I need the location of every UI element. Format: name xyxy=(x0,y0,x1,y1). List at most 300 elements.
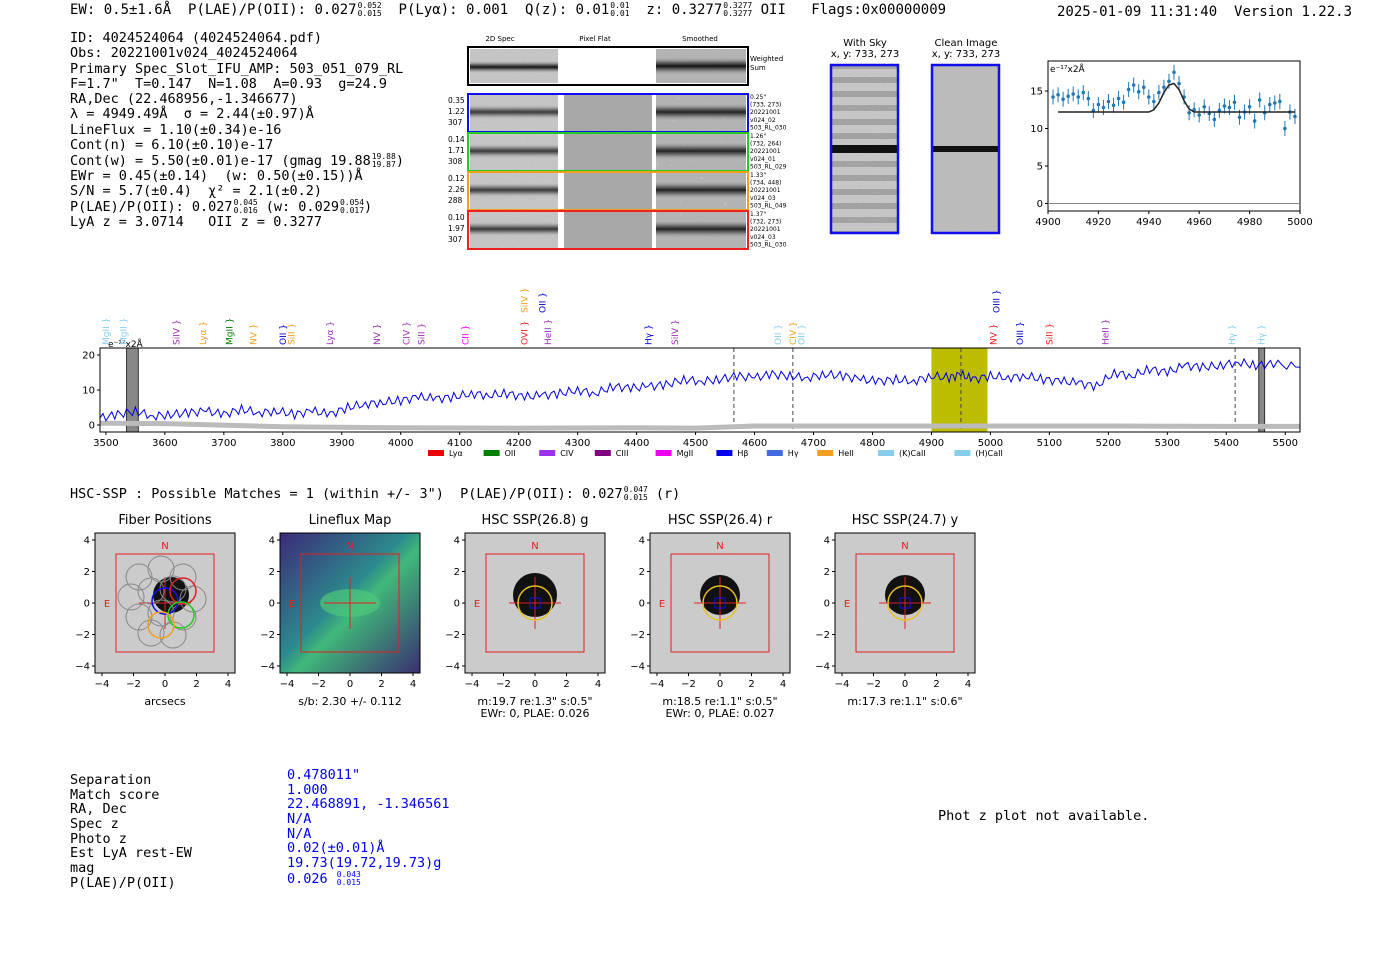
panel-ytick-label: 4 xyxy=(453,535,460,547)
north-label: N xyxy=(531,541,539,552)
hsc-plae-hi: 0.047 xyxy=(623,485,648,494)
east-label: E xyxy=(843,599,851,610)
cutout-pixelflat-noise xyxy=(564,212,652,248)
panel-xtick-label: −4 xyxy=(279,679,295,690)
full-xtick-label: 5500 xyxy=(1272,438,1298,449)
legend-label: CIII xyxy=(615,449,629,458)
line-marker-label: MgII } xyxy=(225,317,236,345)
full-xtick-label: 5200 xyxy=(1095,438,1122,449)
zoom-data-point xyxy=(1248,105,1252,109)
cutout-rows xyxy=(448,94,787,249)
panel-xtick-label: 0 xyxy=(161,679,169,690)
with-sky-title xyxy=(828,38,902,60)
line-marker-label: NV } xyxy=(249,323,260,345)
line-marker-label: HeII } xyxy=(1101,318,1112,345)
line-marker-label: OII } xyxy=(797,324,808,345)
contw-hi: 19.88 xyxy=(371,152,396,162)
line-marker-label: OIII } xyxy=(992,289,1003,313)
cutout-row xyxy=(448,211,787,249)
clean-label: Clean Image xyxy=(934,38,998,49)
zoom-xtick-label: 4960 xyxy=(1186,217,1212,228)
panel-ytick-label: 2 xyxy=(638,567,645,578)
cutout-2dspec-band xyxy=(470,182,558,198)
zoom-spectrum-chart xyxy=(1030,55,1340,235)
match-label: P(LAE)/P(OII) xyxy=(70,874,176,891)
line-marker-label: OIII } xyxy=(1015,321,1026,345)
cutout-row-right-label: (733, 273) xyxy=(750,101,782,109)
qz-hi: 0.01 xyxy=(610,1,630,10)
zoom-data-point xyxy=(1117,97,1121,101)
full-xtick-label: 3700 xyxy=(211,438,237,449)
weighted-sum-row xyxy=(468,47,783,85)
east-label: E xyxy=(473,599,481,610)
line-marker-label: OII } xyxy=(774,324,785,345)
full-xtick-label: 4600 xyxy=(741,438,768,449)
full-xtick-label: 5400 xyxy=(1213,438,1240,449)
zoom-xtick-label: 5000 xyxy=(1287,217,1313,228)
zoom-data-point xyxy=(1076,95,1080,99)
cutout-row-left-label: 0.35 xyxy=(448,96,465,105)
panel-ytick-label: −2 xyxy=(445,630,460,641)
panel-xtick-label: 2 xyxy=(563,679,570,690)
legend-swatch xyxy=(817,450,833,456)
panel-xtick-label: 4 xyxy=(409,679,417,690)
clean-image-title xyxy=(922,38,1010,60)
hsc-panel-image xyxy=(810,530,980,700)
full-xtick-label: 4400 xyxy=(623,438,650,449)
line-marker-label: OII } xyxy=(538,292,549,313)
zoom-data-point xyxy=(1097,103,1101,107)
cutout-row-right-label: 503_RL_049 xyxy=(750,202,787,210)
panel-xtick-label: −4 xyxy=(94,679,110,690)
match-label: Est LyA rest-EW xyxy=(70,845,192,862)
match-label: Spec z xyxy=(70,816,119,833)
cutout-smoothed-band xyxy=(656,180,746,200)
panel-xtick-label: 2 xyxy=(193,679,200,690)
zoom-ytick-label: 0 xyxy=(1036,199,1043,210)
sum-label: Sum xyxy=(750,64,766,72)
match-plae-hi: 0.043 xyxy=(336,869,361,879)
hsc-panel-image xyxy=(70,530,240,700)
panel-ytick-label: −2 xyxy=(260,630,275,641)
panel-ytick-label: −2 xyxy=(815,630,830,641)
cutout-row-right-label: 1.37" xyxy=(750,211,767,218)
info-id: ID: 4024524064 (4024524064.pdf) xyxy=(70,30,322,46)
east-label: E xyxy=(103,599,111,610)
hsc-panel-image xyxy=(440,530,610,700)
zoom-data-point xyxy=(1107,100,1111,104)
summary-header xyxy=(70,2,946,18)
hsc-panel-image xyxy=(625,530,795,700)
panel-ytick-label: −4 xyxy=(75,661,90,673)
cutout-row-right-label: 0.25" xyxy=(750,94,767,101)
info-fparams: F=1.7" T=0.147 N=1.08 A=0.93 g=24.9 xyxy=(70,75,387,92)
plae-value: P(LAE)/P(OII): 0.027 xyxy=(188,2,357,18)
version: Version 1.22.3 xyxy=(1234,4,1353,20)
hsc-panel-caption xyxy=(80,696,250,708)
zoom-data-point xyxy=(1213,118,1217,122)
zoom-data-point xyxy=(1056,93,1060,97)
legend-swatch xyxy=(539,450,555,456)
with-sky-image xyxy=(831,65,898,233)
panel-ytick-label: −2 xyxy=(630,630,645,641)
cutout-row-left-label: 0.12 xyxy=(448,174,465,183)
zoom-data-point xyxy=(1081,91,1085,95)
panel-ytick-label: 2 xyxy=(823,567,830,578)
line-marker-label: SiIV } xyxy=(172,319,183,345)
line-marker-label: MgII } xyxy=(119,317,130,345)
north-label: N xyxy=(716,541,724,552)
zoom-data-point xyxy=(1142,85,1146,89)
datetime: 2025-01-09 11:31:40 xyxy=(1057,4,1218,20)
panel-ytick-label: 0 xyxy=(638,598,645,610)
match-label: mag xyxy=(70,860,95,877)
zoom-data-point xyxy=(1127,88,1131,92)
match-value: 0.478011" xyxy=(287,767,361,783)
panel-xtick-label: 0 xyxy=(716,679,724,690)
cutout-row-left-label: 1.97 xyxy=(448,224,465,233)
panel-ytick-label: 2 xyxy=(268,567,275,578)
info-contw: Cont(w) = 5.50(±0.01)e-17 (gmag 19.88 xyxy=(70,153,371,170)
full-xtick-label: 3900 xyxy=(329,438,355,449)
info-radec: RA,Dec (22.468956,-1.346677) xyxy=(70,91,298,108)
legend-swatch xyxy=(954,450,970,456)
panel-xtick-label: 2 xyxy=(748,679,755,690)
north-label: N xyxy=(346,541,354,552)
hsc-panel-title: HSC SSP(26.4) r xyxy=(667,513,773,528)
panel-xtick-label: −4 xyxy=(834,679,850,690)
full-xtick-label: 5100 xyxy=(1036,438,1063,449)
cutout-row-left-label: 307 xyxy=(448,118,463,127)
panel-ytick-label: 4 xyxy=(638,535,645,547)
match-label: Match score xyxy=(70,786,160,803)
panel-ytick-label: −4 xyxy=(630,661,645,673)
full-xtick-label: 3500 xyxy=(93,438,119,449)
line-marker-label: OVI } xyxy=(520,320,531,345)
zoom-data-point xyxy=(1202,105,1206,109)
full-unit-label: e⁻¹⁷x2Å xyxy=(108,340,143,350)
match-value: 0.026 0.043 0.015 xyxy=(287,869,361,887)
full-xtick-label: 5000 xyxy=(977,438,1004,449)
hsc-panel-caption xyxy=(450,696,620,720)
panel-xtick-label: 0 xyxy=(901,679,909,690)
cutout-row-right-label: v024_03 xyxy=(750,194,776,202)
plya-value: P(Lyα): 0.001 xyxy=(398,2,509,18)
cutout-row-left-label: 1.71 xyxy=(448,146,465,155)
full-xtick-label: 5300 xyxy=(1154,438,1181,449)
hsc-panel-caption xyxy=(820,696,990,708)
zoom-data-point xyxy=(1268,103,1272,107)
cutout-2dspec-band xyxy=(470,104,558,120)
panel-ytick-label: −4 xyxy=(260,661,275,673)
panel-xtick-label: 0 xyxy=(346,679,354,690)
with-sky-xy: x, y: 733, 273 xyxy=(830,49,900,60)
weighted-label: Weighted xyxy=(750,55,784,63)
line-marker-label: CIV } xyxy=(402,321,413,345)
panel-xtick-label: −2 xyxy=(126,679,141,690)
legend-swatch xyxy=(767,450,783,456)
panel-xtick-label: −2 xyxy=(681,679,696,690)
panel-ytick-label: 0 xyxy=(823,598,830,610)
info-plae-lo: 0.016 xyxy=(233,206,258,216)
zoom-data-point xyxy=(1172,70,1176,74)
zoom-data-point xyxy=(1278,100,1282,104)
caption-line1: arcsecs xyxy=(144,695,186,708)
zoom-data-point xyxy=(1253,119,1257,123)
z-line: OII xyxy=(760,2,786,18)
zoom-data-point xyxy=(1233,100,1237,104)
cutout-row-right-label: 503_RL_029 xyxy=(750,163,787,171)
hsc-panel-caption xyxy=(635,696,805,720)
full-ytick-label: 0 xyxy=(88,420,95,432)
cutout-row-right-label: v024_03 xyxy=(750,233,776,241)
hsc-title-row xyxy=(70,486,680,502)
full-xtick-label: 4300 xyxy=(564,438,591,449)
full-xtick-label: 4100 xyxy=(446,438,473,449)
cutout-2dspec-band xyxy=(470,143,558,159)
legend-swatch xyxy=(656,450,672,456)
zoom-data-point xyxy=(1147,95,1151,99)
cutout-row-right-label: 1.26" xyxy=(750,133,767,140)
hsc-panel-title: HSC SSP(26.8) g xyxy=(481,513,589,528)
cutout-row-right-label: 20221001 xyxy=(750,109,781,117)
panel-xtick-label: −4 xyxy=(464,679,480,690)
zoom-data-point xyxy=(1071,92,1075,96)
full-ytick-label: 10 xyxy=(82,385,95,397)
cutout-row-left-label: 0.14 xyxy=(448,135,465,144)
line-marker-label: SiII } xyxy=(287,322,298,345)
hsc-panel-title: Fiber Positions xyxy=(118,513,212,528)
legend-swatch xyxy=(878,450,894,456)
hsc-panel-caption xyxy=(265,696,435,708)
zoom-data-point xyxy=(1102,106,1106,110)
info-contw-row: Cont(w) = 5.50(±0.01)e-17 (gmag 19.88 19.88 19.87 ) xyxy=(70,152,404,170)
cutout-2dspec-band xyxy=(470,221,558,237)
line-marker-label: SiIV } xyxy=(520,287,531,313)
info-plae-row: P(LAE)/P(OII): 0.027 0.045 0.016 (w: 0.029 0.054 0.017 ) xyxy=(70,198,373,216)
hsc-title: HSC-SSP : Possible Matches = 1 (within +/- 3") P(LAE)/P(OII): 0.027 xyxy=(70,486,623,502)
cutout-row-right-label: v024_01 xyxy=(750,155,776,163)
cutout-row-right-label: 20221001 xyxy=(750,187,781,195)
line-marker-label: Hγ } xyxy=(644,324,655,345)
match-value: 0.02(±0.01)Å xyxy=(287,840,385,857)
panel-xtick-label: 0 xyxy=(531,679,539,690)
zoom-data-point xyxy=(1132,83,1136,87)
cutout-smoothed-band xyxy=(656,219,746,239)
line-marker-label: NV } xyxy=(373,323,384,345)
north-label: N xyxy=(161,541,169,552)
match-label: Photo z xyxy=(70,830,127,847)
match-plae-lo: 0.015 xyxy=(336,877,361,887)
qz-value: Q(z): 0.01 xyxy=(524,2,610,18)
info-ewr: EWr = 0.45(±0.14) (w: 0.50(±0.15))Å xyxy=(70,167,363,184)
cutout-row-right-label: (732, 264) xyxy=(750,140,782,148)
cutout-row-left-label: 288 xyxy=(448,196,463,205)
legend-label: HeII xyxy=(838,449,854,458)
cutout-row xyxy=(448,94,787,132)
east-label: E xyxy=(658,599,666,610)
clean-xy: x, y: 733, 273 xyxy=(931,49,1001,60)
flags-value: Flags:0x00000009 xyxy=(811,2,947,18)
legend-swatch xyxy=(716,450,732,456)
legend-label: Hβ xyxy=(737,449,749,458)
full-xtick-label: 3800 xyxy=(270,438,296,449)
legend-swatch xyxy=(428,450,444,456)
cutout-row-right-label: 1.33" xyxy=(750,172,767,179)
panel-ytick-label: −4 xyxy=(815,661,830,673)
panel-xtick-label: 4 xyxy=(964,679,972,690)
panel-xtick-label: 2 xyxy=(933,679,940,690)
zoom-data-point xyxy=(1283,127,1287,131)
info-plae: P(LAE)/P(OII): 0.027 xyxy=(70,199,233,216)
caption-line2: EWr: 0, PLAE: 0.027 xyxy=(665,707,775,720)
info-sn: S/N = 5.7(±0.4) χ² = 2.1(±0.2) xyxy=(70,182,322,199)
legend-swatch xyxy=(595,450,611,456)
plae-lo: 0.015 xyxy=(357,9,382,18)
line-marker-label: SiII } xyxy=(417,322,428,345)
full-xtick-label: 4500 xyxy=(682,438,709,449)
cutout-row-right-label: 20221001 xyxy=(750,148,781,156)
cutout-row-right-label: 20221001 xyxy=(750,226,781,234)
full-xtick-label: 4700 xyxy=(800,438,827,449)
contw-lo: 19.87 xyxy=(371,160,396,170)
panel-ytick-label: 4 xyxy=(823,535,830,547)
zoom-data-point xyxy=(1258,98,1262,102)
zoom-data-point xyxy=(1122,100,1126,104)
zoom-data-point xyxy=(1228,106,1232,110)
info-plae-w: (w: 0.029 xyxy=(265,199,339,216)
header-right xyxy=(1057,4,1352,20)
legend-swatch xyxy=(484,450,500,456)
match-label: RA, Dec xyxy=(70,801,127,818)
full-spectrum-chart xyxy=(60,275,1320,465)
info-lineflux: LineFlux = 1.10(±0.34)e-16 xyxy=(70,121,282,138)
full-ytick-label: 20 xyxy=(82,350,95,362)
match-label: Separation xyxy=(70,772,152,788)
zoom-unit-label: e⁻¹⁷x2Å xyxy=(1050,65,1085,75)
clean-image xyxy=(932,65,999,233)
cutout-row-right-label: (734, 448) xyxy=(750,179,782,187)
legend-label: (H)CaII xyxy=(975,449,1003,458)
info-contn: Cont(n) = 6.10(±0.10)e-17 xyxy=(70,137,274,154)
zoom-data-point xyxy=(1087,97,1091,101)
caption-line1: m:19.7 re:1.3" s:0.5" xyxy=(477,695,593,708)
panel-xtick-label: −4 xyxy=(649,679,665,690)
zoom-data-point xyxy=(1137,90,1141,94)
spectrum-line xyxy=(100,359,1300,421)
hsc-plae-lo: 0.015 xyxy=(623,493,648,502)
caption-line1: s/b: 2.30 +/- 0.112 xyxy=(298,695,402,708)
qz-lo: 0.01 xyxy=(610,9,630,18)
info-plae-w-lo: 0.017 xyxy=(339,206,365,216)
info-plae-hi: 0.045 xyxy=(233,198,258,208)
full-axes-frame xyxy=(100,348,1300,432)
full-xtick-label: 4000 xyxy=(388,438,414,449)
cutout-pixelflat-noise xyxy=(564,173,652,209)
cutout-row-right-label: 503_RL_030 xyxy=(750,241,787,249)
z-lo: 0.3277 xyxy=(723,9,753,18)
line-marker-label: Lyα } xyxy=(325,320,336,345)
line-marker-label: Lyα } xyxy=(199,320,210,345)
hsc-panel-title: Lineflux Map xyxy=(308,513,392,528)
zoom-data-point xyxy=(1187,111,1191,115)
spec-cutouts xyxy=(440,30,800,260)
zoom-data-point xyxy=(1293,115,1297,119)
north-label: N xyxy=(901,541,909,552)
panel-ytick-label: 0 xyxy=(83,598,90,610)
info-block xyxy=(70,31,404,230)
panel-xtick-label: −2 xyxy=(496,679,511,690)
zoom-data-point xyxy=(1273,101,1277,105)
info-primary: Primary Spec_Slot_IFU_AMP: 503_051_079_RL xyxy=(70,60,404,77)
zoom-xtick-label: 4900 xyxy=(1035,217,1061,228)
zoom-data-point xyxy=(1066,94,1070,98)
info-plae-w-hi: 0.054 xyxy=(339,198,365,208)
info-obs: Obs: 20221001v024_4024524064 xyxy=(70,45,298,62)
panel-ytick-label: −2 xyxy=(75,630,90,641)
zoom-data-point xyxy=(1112,103,1116,107)
match-table-labels xyxy=(70,773,192,891)
panel-ytick-label: 2 xyxy=(83,567,90,578)
zoom-data-point xyxy=(1223,104,1227,108)
bad-range xyxy=(127,348,139,432)
match-value: N/A xyxy=(287,811,312,828)
line-marker-label: Hγ } xyxy=(1257,324,1268,345)
zoom-data-point xyxy=(1167,79,1171,83)
cutout-row-right-label: (732, 273) xyxy=(750,218,782,226)
col-title-pixelflat: Pixel Flat xyxy=(579,35,611,43)
cutout-row xyxy=(448,172,787,210)
info-lyaz: LyA z = 3.0714 OII z = 0.3277 xyxy=(70,213,322,230)
highlight-window xyxy=(931,348,987,432)
z-hi: 0.3277 xyxy=(723,1,753,10)
legend-label: Hγ xyxy=(787,449,799,458)
zoom-data-point xyxy=(1177,82,1181,86)
hsc-panel-title: HSC SSP(24.7) y xyxy=(851,513,959,528)
panel-ytick-label: −4 xyxy=(445,661,460,673)
zoom-data-point xyxy=(1051,95,1055,99)
full-xtick-label: 4800 xyxy=(859,438,886,449)
panel-xtick-label: 4 xyxy=(779,679,787,690)
info-lambda: λ = 4949.49Å σ = 2.44(±0.97)Å xyxy=(70,106,314,123)
line-marker-label: NV } xyxy=(989,323,1000,345)
match-value: 22.468891, -1.346561 xyxy=(287,796,450,813)
noise-band xyxy=(100,423,1300,428)
zoom-xtick-label: 4940 xyxy=(1136,217,1162,228)
col-title-smoothed: Smoothed xyxy=(682,35,718,43)
full-xtick-label: 4200 xyxy=(505,438,532,449)
caption-line1: m:18.5 re:1.1" s:0.5" xyxy=(662,695,778,708)
panel-xtick-label: 4 xyxy=(224,679,232,690)
legend-label: (K)CaII xyxy=(899,449,926,458)
full-xtick-label: 3600 xyxy=(152,438,178,449)
sky-clean-images xyxy=(829,63,1009,237)
plae-hi: 0.052 xyxy=(357,1,382,10)
panel-ytick-label: 0 xyxy=(453,598,460,610)
zoom-xtick-label: 4920 xyxy=(1085,217,1112,228)
panel-xtick-label: 2 xyxy=(378,679,385,690)
line-marker-label: CIV } xyxy=(788,321,799,345)
panel-ytick-label: 2 xyxy=(453,567,460,578)
cutout-row-left-label: 1.22 xyxy=(448,107,465,116)
panel-ytick-label: 4 xyxy=(83,535,90,547)
zoom-data-point xyxy=(1061,97,1065,101)
with-sky-label: With Sky xyxy=(843,38,887,49)
line-marker-label: CII } xyxy=(461,324,472,345)
panel-xtick-label: −2 xyxy=(311,679,326,690)
caption-line1: m:17.3 re:1.1" s:0.6" xyxy=(847,695,963,708)
cutout-row-left-label: 0.10 xyxy=(448,213,465,222)
